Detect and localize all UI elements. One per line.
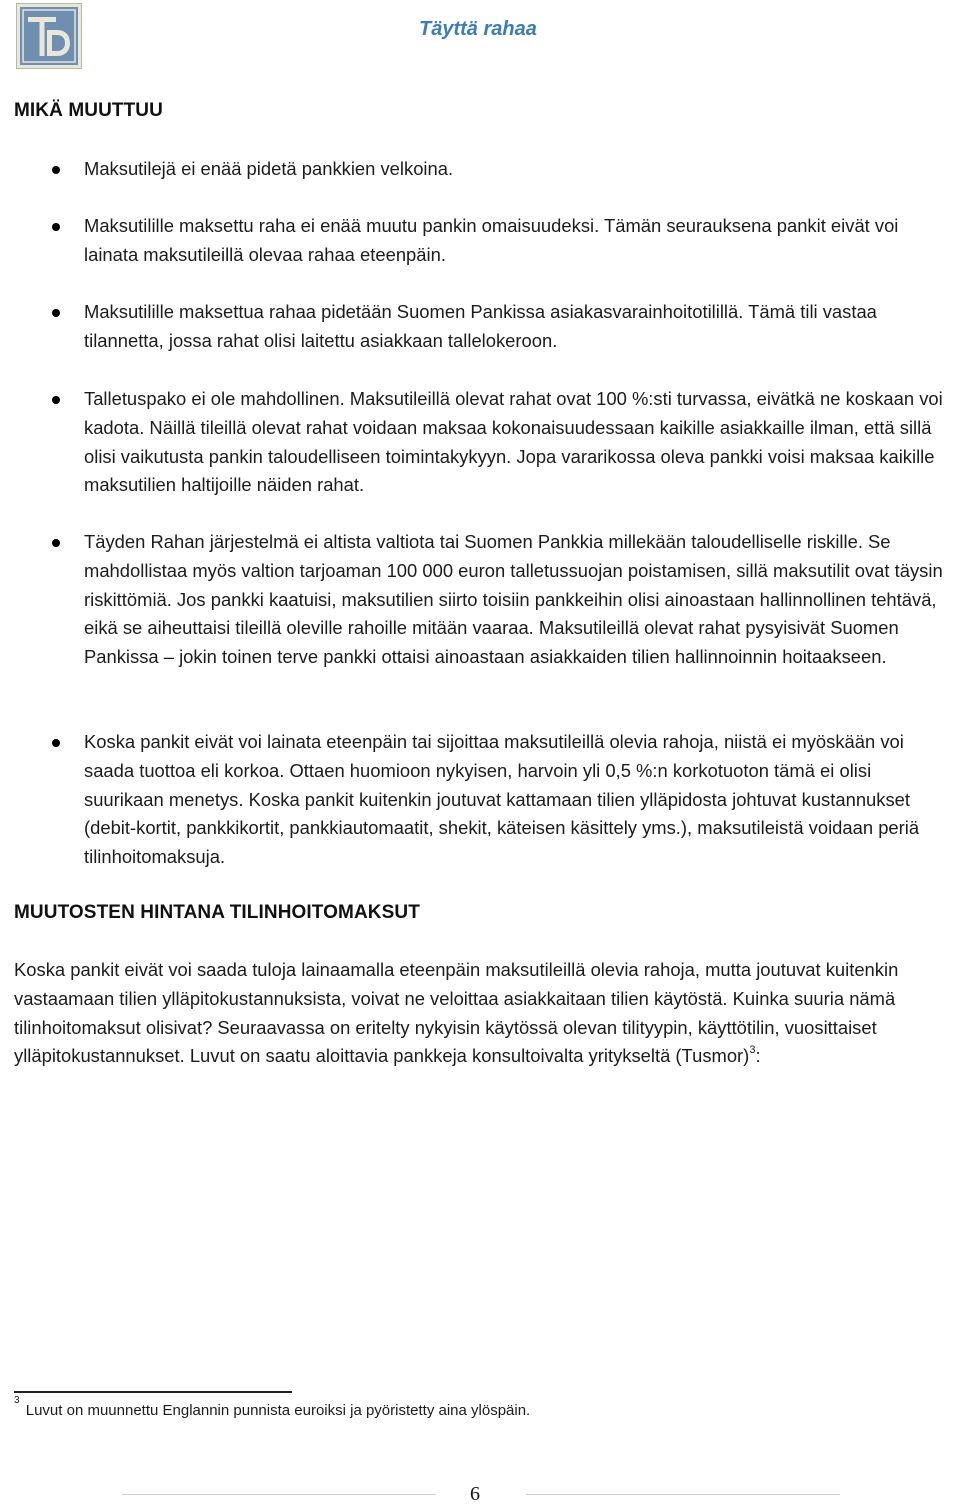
- list-item-text: Täyden Rahan järjestelmä ei altista valtiota tai Suomen Pankkia millekään taloudelliselle riskille. Se mahdollistaa myös valtion tarjoaman 100 000 euron talletussuojan poistamisen, sillä maksutilit ovat täysin riskittömiä. Jos pankki kaatuisi, maksutilien siirto toisiin pankkeihin olisi ainoastaan hallinnollinen tehtävä, eikä se aiheuttaisi tileillä oleville rahoille mitään vaaraa. Maksutileillä olevat rahat pysyisivät Suomen Pankissa – jokin toinen terve pankki ottaisi ainoastaan asiakkaiden tilien hallinnoinnin hoitaakseen.: [84, 531, 943, 668]
- footer-rule-right: [526, 1494, 840, 1495]
- bullet-dot-icon: [52, 539, 60, 547]
- footnote-text: Luvut on muunnettu Englannin punnista euroiksi ja pyöristetty aina ylöspäin.: [25, 1402, 531, 1419]
- page-number: 6: [470, 1483, 480, 1505]
- list-item-text: Koska pankit eivät voi lainata eteenpäin tai sijoittaa maksutileillä olevia rahoja, niistä ei myöskään voi saada tuottoa eli korkoa. Ottaen huomioon nykyisen, harvoin yli 0,5 %:n korkotuoton tämä ei olisi suurikaan menetys. Koska pankit kuitenkin joutuvat kattamaan tilien ylläpidosta johtuvat kustannukset (debit-kortit, pankkikortit, pankkiautomaatit, shekit, käteisen käsittely yms.), maksutileistä voidaan periä tilinhoitomaksuja.: [84, 731, 920, 868]
- list-item-text: Talletuspako ei ole mahdollinen. Maksutileillä olevat rahat ovat 100 %:sti turvassa, eivätkä ne koskaan voi kadota. Näillä tileillä olevat rahat voidaan maksaa kokonaisuudessaan kaikille asiakkaille ilman, että sillä olisi vaikutusta pankin taloudelliseen toimintakykyyn. Jopa vararikossa oleva pankki voisi maksaa kaikille maksutilien haltijoille näiden rahat.: [84, 388, 943, 496]
- footnote-separator: [14, 1391, 292, 1393]
- footnote: [14, 1395, 531, 1419]
- section-heading-fees: MUUTOSTEN HINTANA TILINHOITOMAKSUT: [14, 902, 420, 923]
- footnote-number: 3: [14, 1395, 20, 1406]
- list-item-text: Maksutilejä ei enää pidetä pankkien velkoina.: [84, 158, 454, 179]
- footer-rule-left: [122, 1494, 436, 1495]
- bullet-dot-icon: [52, 309, 60, 317]
- list-item-text: Maksutilille maksettu raha ei enää muutu pankin omaisuudeksi. Tämän seurauksena pankit eivät voi lainata maksutileillä olevaa rahaa eteenpäin.: [84, 215, 899, 265]
- section-heading-changes: MIKÄ MUUTTUU: [14, 100, 163, 121]
- bullet-dot-icon: [52, 223, 60, 231]
- bullet-dot-icon: [52, 739, 60, 747]
- fees-paragraph: [14, 956, 944, 1071]
- list-item-text: Maksutilille maksettua rahaa pidetään Suomen Pankissa asiakasvarainhoitotilillä. Tämä tili vastaa tilannetta, jossa rahat olisi laitettu asiakkaan tallelokeroon.: [84, 301, 877, 351]
- bullet-dot-icon: [52, 166, 60, 174]
- running-header-title: Täyttä rahaa: [419, 18, 537, 40]
- footnote-reference: 3: [749, 1044, 756, 1057]
- fees-paragraph-end: :: [755, 1045, 761, 1067]
- bullet-dot-icon: [52, 396, 60, 404]
- td-logo-icon: [16, 3, 82, 69]
- fees-paragraph-text: Koska pankit eivät voi saada tuloja lainaamalla eteenpäin maksutileillä olevia rahoja, mutta joutuvat kuitenkin vastaamaan tilien ylläpitokustannuksista, voivat ne veloittaa asiakkaitaan tilien käytöstä. Kuinka suuria nämä tilinhoitomaksut olisivat? Seuraavassa on eritelty nykyisin käytössä olevan tilityypin, käyttötilin, vuosittaiset ylläpitokustannukset. Luvut on saatu aloittavia pankkeja konsultoivalta yritykseltä (Tusmor): [14, 959, 899, 1067]
